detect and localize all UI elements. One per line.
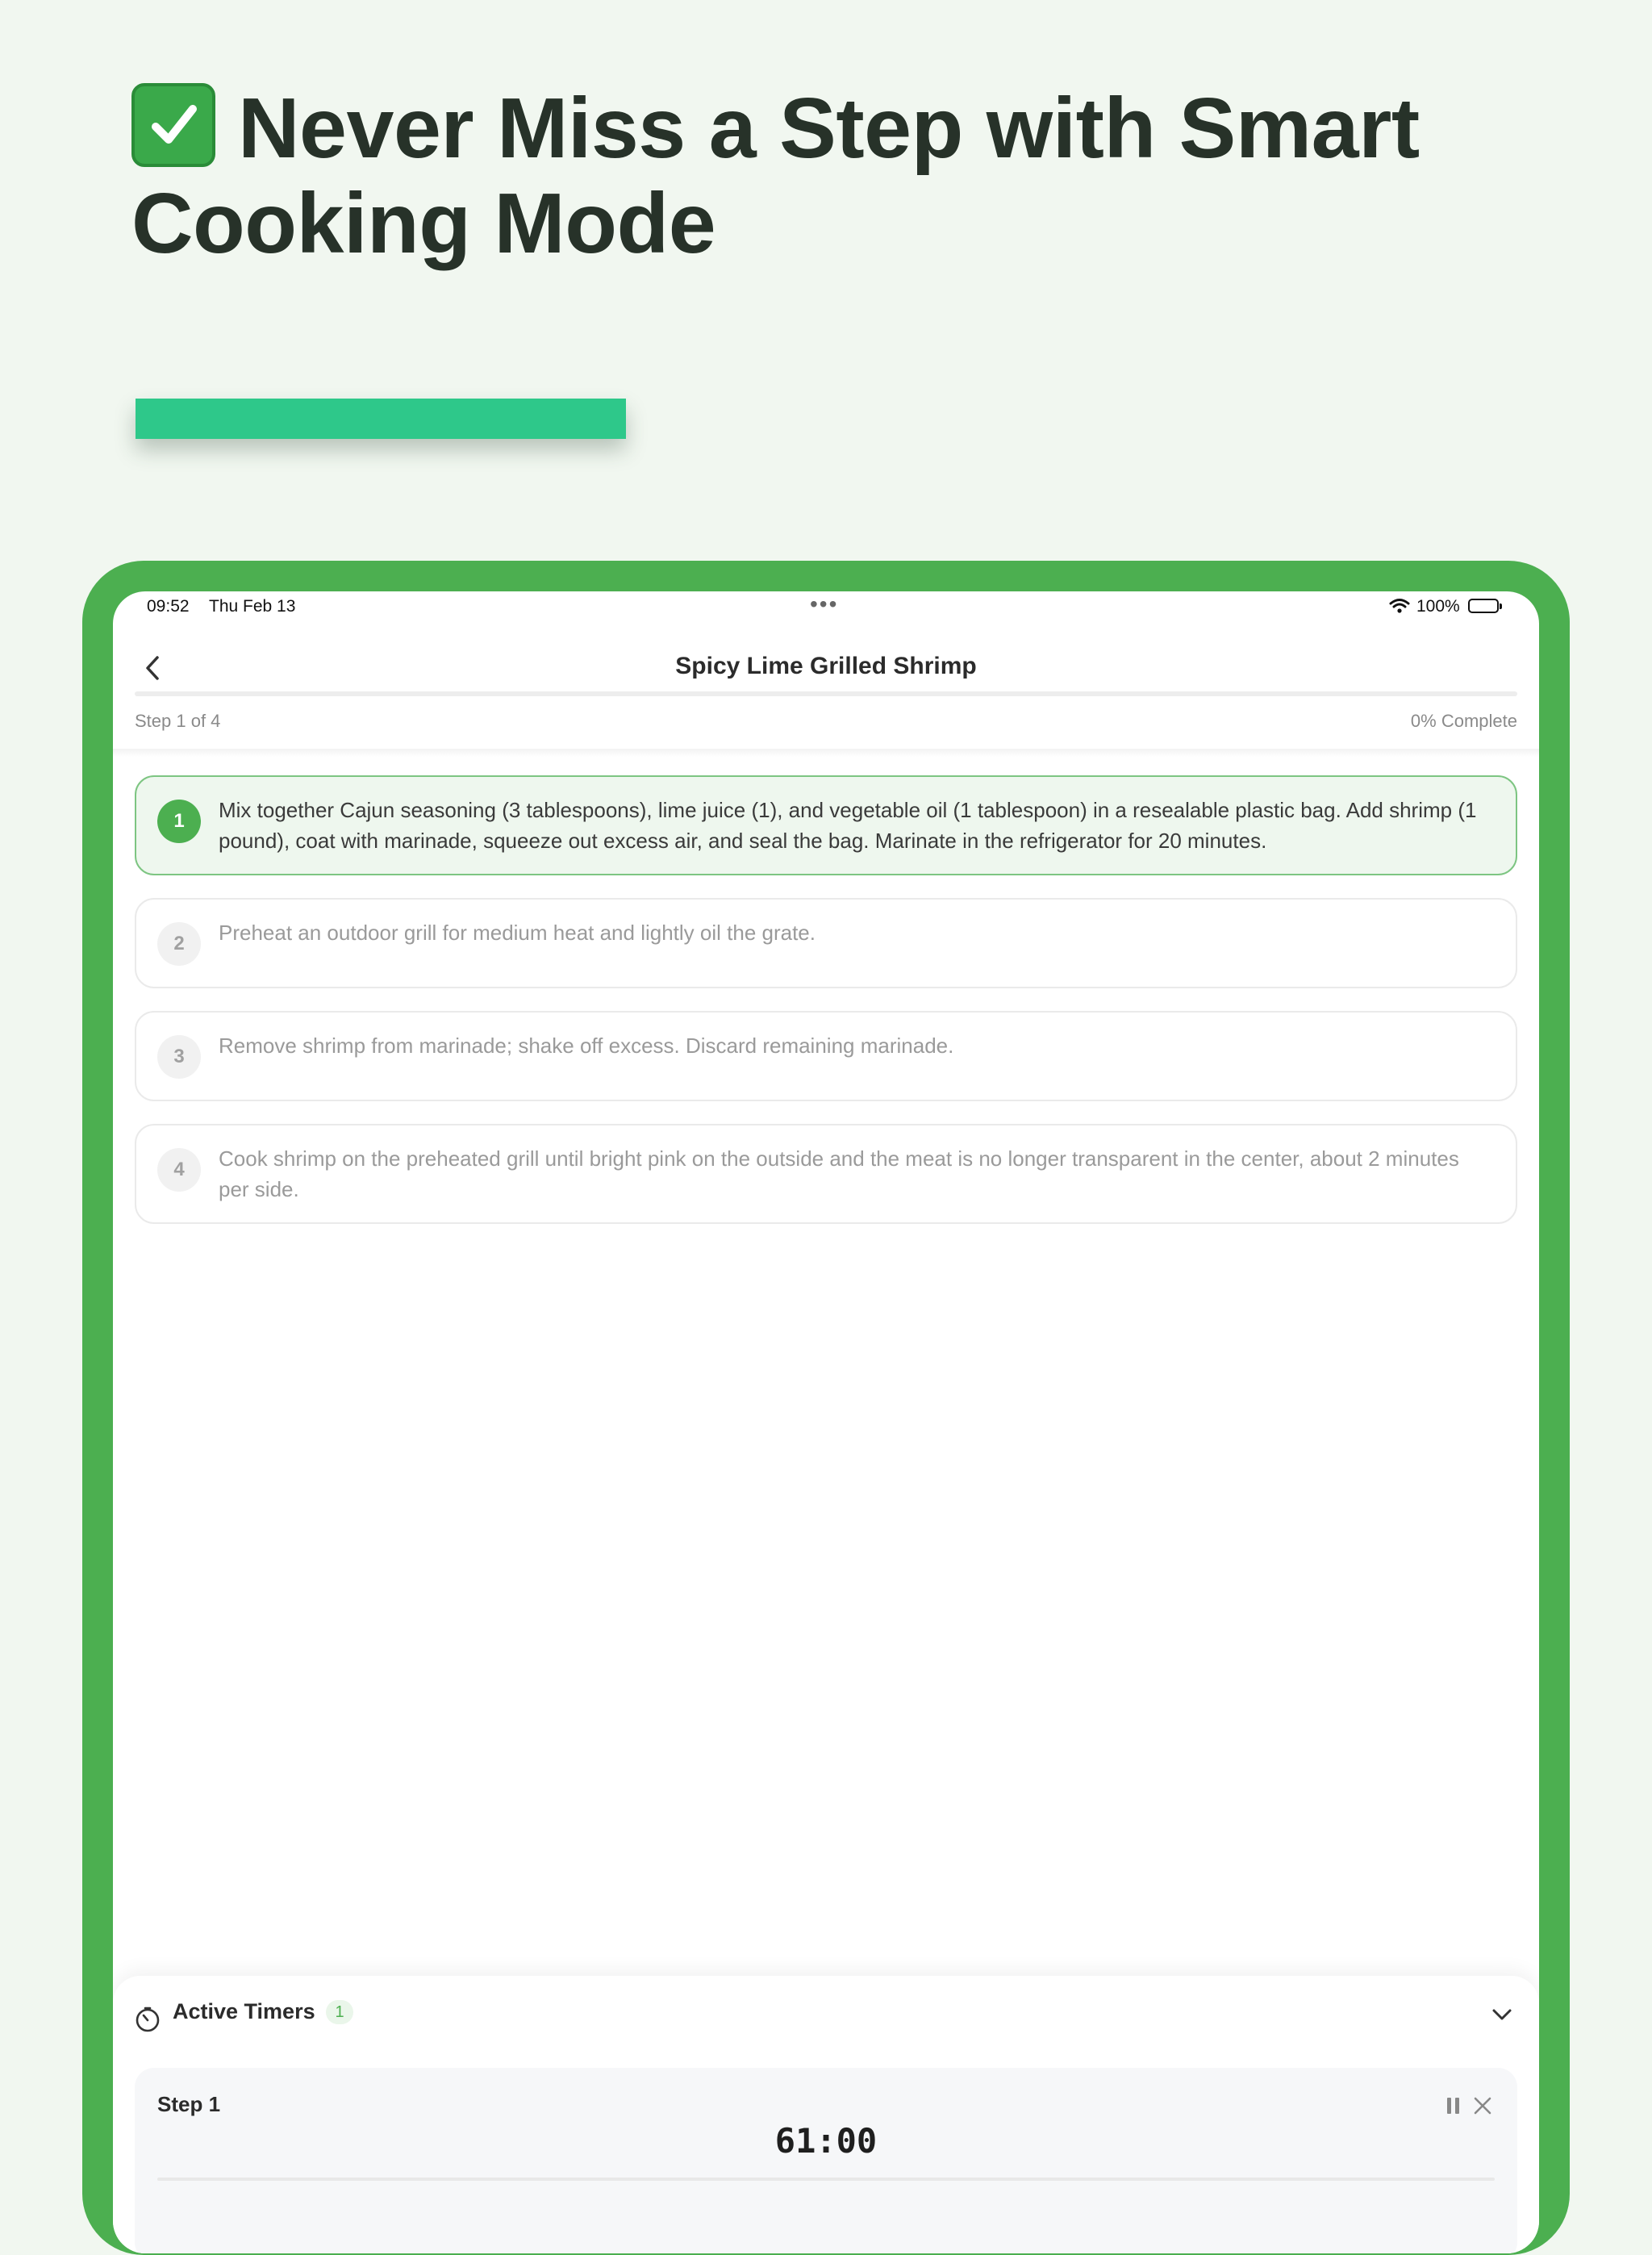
battery-percent: 100% [1416,597,1460,616]
collapse-timers-button[interactable] [1487,2000,1516,2033]
headline [131,81,1551,271]
timer-step-label: Step 1 [157,2092,221,2116]
close-timer-button[interactable] [1471,2094,1495,2122]
step-text: Mix together Cajun seasoning (3 tablespoons), lime juice (1), and vegetable oil (1 tablespoon) in a resealable plastic bag. Add shrimp (1 pound), coat with marinade, squeeze out excess air, and seal the bag. Marinate in the refrigerator for 20 minutes. [219,798,1477,853]
pause-icon [1445,2095,1462,2116]
timer-count-badge: 1 [326,2000,353,2024]
step-number-badge: 1 [157,800,201,843]
step-text: Cook shrimp on the preheated grill until bright pink on the outside and the meat is no longer transparent in the center, about 2 minutes per side. [219,1146,1459,1201]
timer-icon [134,2006,161,2037]
step-number-badge: 4 [157,1148,201,1192]
step-card-2[interactable] [135,898,1517,988]
wifi-icon [1389,598,1410,619]
step-card-4[interactable] [135,1124,1517,1224]
timer-countdown: 61:00 [774,2121,878,2161]
checkmark-box-icon [131,83,215,167]
chevron-down-icon [1487,2000,1516,2029]
step-number-badge: 3 [157,1035,201,1079]
close-icon [1471,2094,1495,2118]
timer-card [135,2068,1517,2253]
headline-text: Never Miss a Step with Smart Cooking Mode [131,81,1420,271]
step-card-3[interactable] [135,1011,1517,1101]
header-divider [113,749,1539,757]
battery-icon [1468,599,1499,613]
active-timers-panel [113,1976,1539,2253]
step-number-badge: 2 [157,922,201,966]
status-date: Thu Feb 13 [209,597,296,616]
step-card-1[interactable] [135,775,1517,875]
progress-bar [135,691,1517,696]
percent-complete: 0% Complete [1410,711,1517,731]
multitasking-dots[interactable]: ••• [810,591,839,616]
steps-list [135,775,1517,1247]
timer-progress-track [157,2178,1495,2181]
app-screen [113,591,1539,2253]
status-bar [113,591,1539,640]
step-text: Remove shrimp from marinade; shake off excess. Discard remaining marinade. [219,1034,954,1058]
step-text: Preheat an outdoor grill for medium heat and lightly oil the grate. [219,921,816,945]
accent-bar [136,399,626,439]
step-counter: Step 1 of 4 [135,711,221,731]
recipe-title: Spicy Lime Grilled Shrimp [675,653,977,679]
pause-timer-button[interactable] [1445,2095,1462,2120]
active-timers-title: Active Timers [173,1999,315,2023]
status-time: 09:52 [147,597,190,616]
